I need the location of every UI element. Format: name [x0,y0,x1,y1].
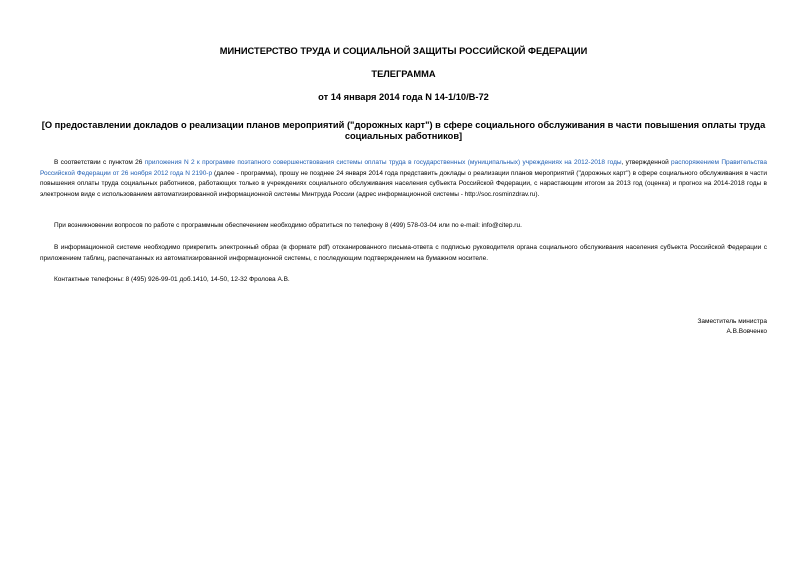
paragraph-main [40,158,767,200]
document-subject: [О предоставлении докладов о реализации планов мероприятий ("дорожных карт") в сфере социального обслуживания в части повышения оплаты труда социальных работников] [41,120,766,141]
ministry-title: МИНИСТЕРСТВО ТРУДА И СОЦИАЛЬНОЙ ЗАЩИТЫ РОССИЙСКОЙ ФЕДЕРАЦИИ [219,46,588,56]
paragraph-main-text-3: (далее - программа), прошу не позднее 24 января 2014 года представить доклады о реализации планов мероприятий ("дорожных карт") в сфере социального обслуживания в части повышения оплаты труда социальных работников, работающих только в учреждениях социального обслуживания населения субъекта Российской Федерации, с нарастающим итогом за 2013 год (оценка) и прогноз на 2014-2018 годы в электронном виде с использованием автоматизированной информационной системы Минтруда России (адрес информационной системы - http://soc.rosminzdrav.ru). [40,169,767,198]
document-type: ТЕЛЕГРАММА [371,69,436,79]
document-date-number: от 14 января 2014 года N 14-1/10/В-72 [318,92,489,102]
signature-position: Заместитель министра [697,318,767,325]
paragraph-main-text-1: В соответствии с пунктом 26 [54,159,145,166]
paragraph-main-text-2: , утвержденной [621,159,672,166]
signature-name: А.В.Вовченко [726,328,767,335]
paragraph-support-contact: При возникновении вопросов по работе с программным обеспечением необходимо обратиться по телефону 8 (499) 578-03-04 или по e-mail: info@citep.ru. [54,222,522,229]
paragraph-attachment-instructions: В информационной системе необходимо прикрепить электронный образ (в формате pdf) отсканированного письма-ответа с подписью руководителя органа социального обслуживания населения субъекта Российской Федерации с приложением таблиц, распечатанных из автоматизированной информационной системы, с последующим подтверждением на бумажном носителе. [40,244,767,262]
link-program-appendix[interactable]: приложения N 2 к программе поэтапного совершенствования системы оплаты труда в государственных (муниципальных) учреждениях на 2012-2018 годы [144,159,622,166]
paragraph-contact-phones: Контактные телефоны: 8 (495) 926-99-01 доб.1410, 14-50, 12-32 Фролова А.В. [54,276,290,283]
link-government-order[interactable]: распоряжением Правительства Российской Федерации от 26 ноября 2012 года N 2190-р [40,159,768,177]
